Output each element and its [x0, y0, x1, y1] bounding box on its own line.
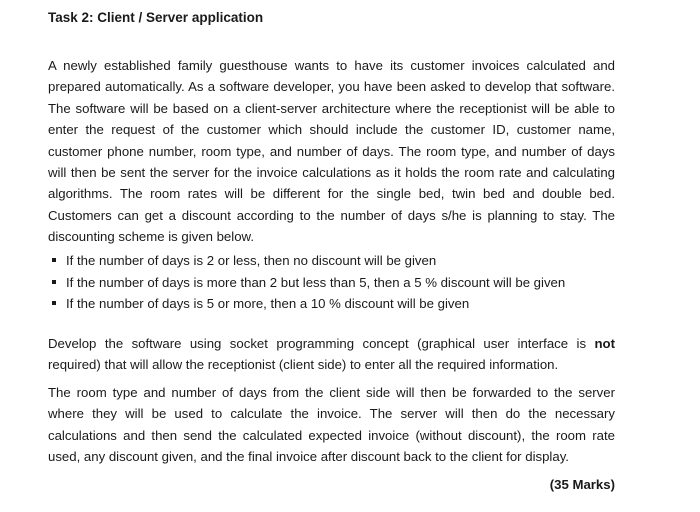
- bullet-icon: [52, 280, 56, 284]
- discount-rule-text: If the number of days is 2 or less, then no discount will be given: [66, 253, 437, 268]
- requirement-paragraph: [48, 333, 615, 376]
- server-paragraph: The room type and number of days from the client side will then be forwarded to the server where they will be used to calculate the invoice. The server will then do the necessary calculations and then send the calculated expected invoice (without discount), the room rate used, any discount given, and the final invoice after discount back to the client for display.: [48, 385, 615, 465]
- requirement-emphasis: not: [594, 336, 615, 351]
- list-item: [52, 293, 565, 315]
- marks-label: (35 Marks): [549, 477, 615, 492]
- bullet-icon: [52, 301, 56, 305]
- discount-rules-list: [52, 250, 565, 315]
- intro-paragraph: A newly established family guesthouse wants to have its customer invoices calculated and prepared automatically. As a software developer, you have been asked to develop that software. The software will be based on a client-server architecture where the receptionist will be able to enter the request of the customer which should include the customer ID, customer name, customer phone number, room type, and number of days. The room type, and number of days will then be sent the server for the invoice calculations as it holds the room rate and calculating algorithms. The room rates will be different for the single bed, twin bed and double bed. Customers can get a discount according to the number of days s/he is planning to stay. The discounting scheme is given below.: [48, 58, 615, 245]
- discount-rule-text: If the number of days is 5 or more, then a 10 % discount will be given: [66, 296, 470, 311]
- discount-rule-text: If the number of days is more than 2 but less than 5, then a 5 % discount will be given: [66, 274, 566, 290]
- list-item: [52, 250, 565, 272]
- task-title: Task 2: Client / Server application: [48, 10, 264, 25]
- bullet-icon: [52, 258, 56, 262]
- requirement-text-before: Develop the software using socket programming concept (graphical user interface is: [48, 336, 595, 351]
- list-item: [52, 272, 565, 294]
- requirement-text-after: required) that will allow the receptionist (client side) to enter all the required information.: [48, 357, 559, 373]
